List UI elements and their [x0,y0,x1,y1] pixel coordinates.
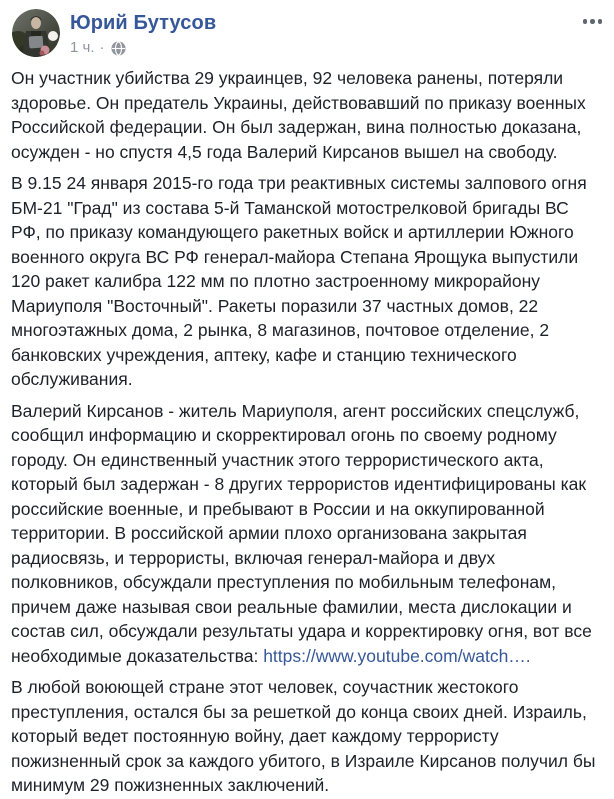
paragraph-text: Валерий Кирсанов - житель Мариуполя, агент российских спецслужб, сообщил информацию и скорректировал огонь по своему родному городу. Он единственный участник этого террористического акта, который был задержан - 8 других террористов идентифицированы как российские военные, и пребывают в России и на оккупированной территории. В российской армии плохо организована закрытая радиосвязь, и террористы, включая генерал-майора и двух полковников, обсуждали преступления по мобильным телефонам, причем даже называя свои реальные фамилии, места дислокации и состав сил, обсуждали результаты удара и корректировку огня, вот все необходимые доказательства: [11,400,592,666]
paragraph [11,66,603,164]
post-menu-button[interactable] [581,15,605,28]
globe-icon [111,41,126,56]
ellipsis-icon [583,19,588,24]
meta-separator: · [99,39,105,56]
avatar-photo-icon [12,9,60,57]
paragraph-text: В любой воюющей стране этот человек, соучастник жестокого преступления, остался бы за решеткой до конца своих дней. Израиль, который ведет постоянную войну, дает каждому террористу пожизненный срок за каждого убитого, в Израиле Кирсанов получил бы минимум 29 пожизненных заключений. [11,677,596,795]
header-info [70,9,216,57]
post-header [0,0,614,63]
youtube-link[interactable]: https://www.youtube.com/watch…. [263,645,531,666]
paragraph [11,675,603,798]
paragraph [11,399,603,669]
avatar[interactable] [12,9,60,57]
paragraph-text: Он участник убийства 29 украинцев, 92 человека ранены, потеряли здоровье. Он предатель Украины, действовавший по приказу военных Российской федерации. Он был задержан, вина полностью доказана, осужден - но спустя 4,5 года Валерий Кирсанов вышел на свободу. [11,68,586,162]
post-meta [70,39,216,57]
post-text [0,63,614,798]
ellipsis-icon [590,19,595,24]
paragraph [11,171,603,392]
author-name[interactable]: Юрий Бутусов [70,12,217,34]
timestamp[interactable]: 1 ч. [70,39,95,56]
ellipsis-icon [598,19,603,24]
paragraph-text: В 9.15 24 января 2015-го года три реактивных системы залпового огня БМ-21 "Град" из состава 5-й Таманской мотострелковой бригады ВС РФ, по приказу командующего ракетных войск и артиллерии Южного военного округа ВС РФ генерал-майора Степана Ярощука выпустили 120 ракет калибра 122 мм по плотно застроенному микрорайону Мариуполя "Восточный". Ракеты поразили 37 частных домов, 22 многоэтажных дома, 2 рынка, 8 магазинов, почтовое отделение, 2 банковских учреждения, аптеку, кафе и станцию технического обслуживания. [11,173,587,389]
